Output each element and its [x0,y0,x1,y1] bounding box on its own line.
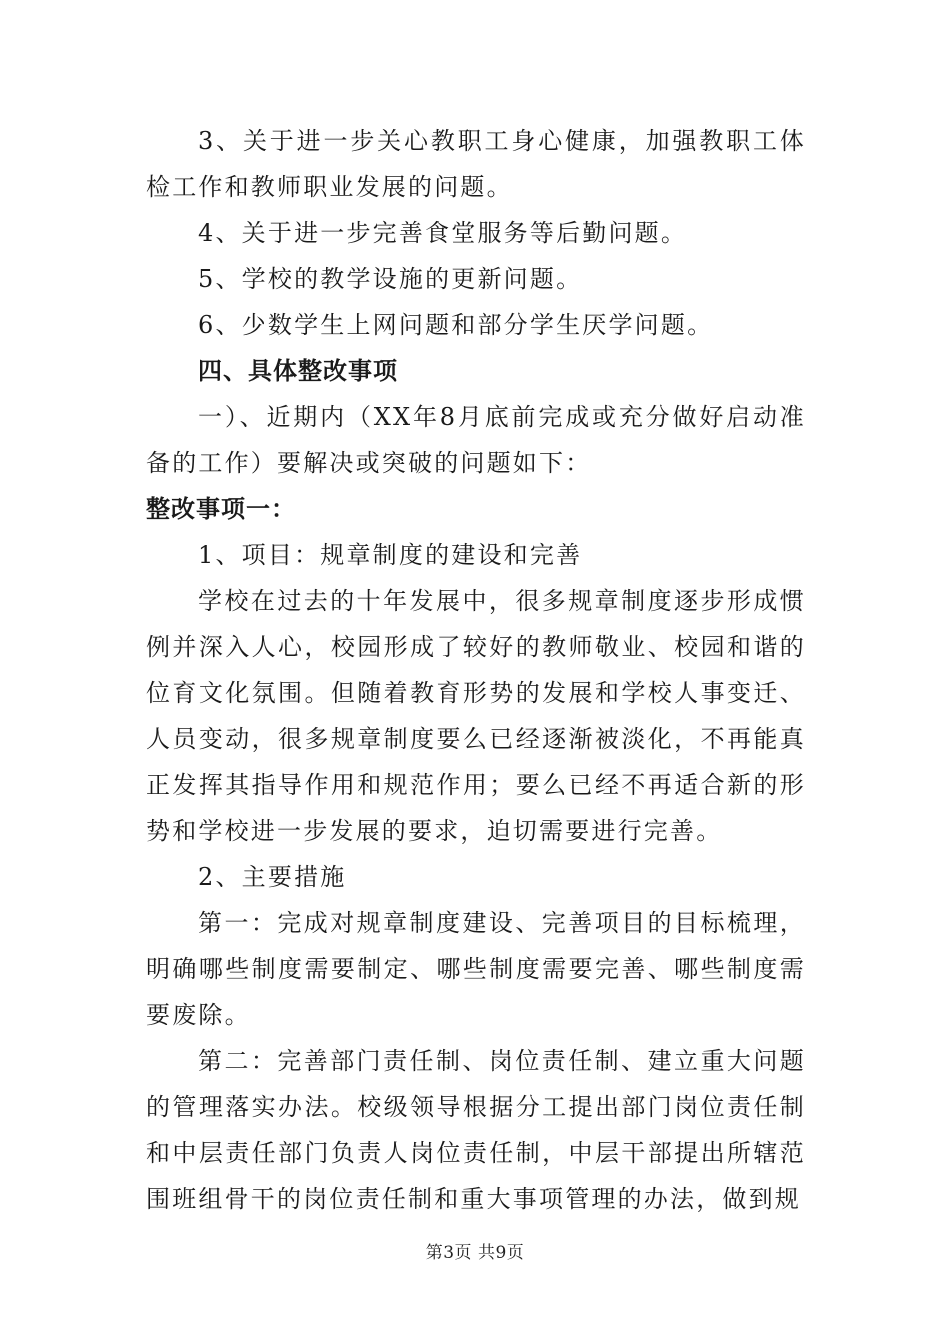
paragraph-near-term: 一）、近期内（XX年8月底前完成或充分做好启动准备的工作）要解决或突破的问题如下： [146,403,806,477]
paragraph-item-5: 5、学校的教学设施的更新问题。 [198,265,583,293]
paragraph-item-4: 4、关于进一步完善食堂服务等后勤问题。 [198,219,688,247]
paragraph-measure-1: 第一：完成对规章制度建设、完善项目的目标梳理，明确哪些制度需要制定、哪些制度需要完善、哪些制度需要废除。 [146,909,806,1029]
paragraph-item-3: 3、关于进一步关心教职工身心健康，加强教职工体检工作和教师职业发展的问题。 [146,127,806,201]
paragraph-project: 1、项目：规章制度的建设和完善 [198,541,583,569]
page-body [146,118,806,1222]
paragraph-measure-2: 第二：完善部门责任制、岗位责任制、建立重大问题的管理落实办法。校级领导根据分工提出部门岗位责任制和中层责任部门负责人岗位责任制，中层干部提出所辖范围班组骨干的岗位责任制和重大事项管理的办法，做到规 [146,1047,806,1213]
paragraph-item-6: 6、少数学生上网问题和部分学生厌学问题。 [198,311,714,339]
paragraph-background: 学校在过去的十年发展中，很多规章制度逐步形成惯例并深入人心，校园形成了较好的教师敬业、校园和谐的位育文化氛围。但随着教育形势的发展和学校人事变迁、人员变动，很多规章制度要么已经逐渐被淡化，不再能真正发挥其指导作用和规范作用；要么已经不再适合新的形势和学校进一步发展的要求，迫切需要进行完善。 [146,587,806,845]
subsection-heading: 整改事项一： [146,495,296,523]
page-footer: 第3页 共9页 [425,1243,525,1263]
paragraph-measures-title: 2、主要措施 [198,863,347,891]
section-heading: 四、具体整改事项 [198,357,398,385]
